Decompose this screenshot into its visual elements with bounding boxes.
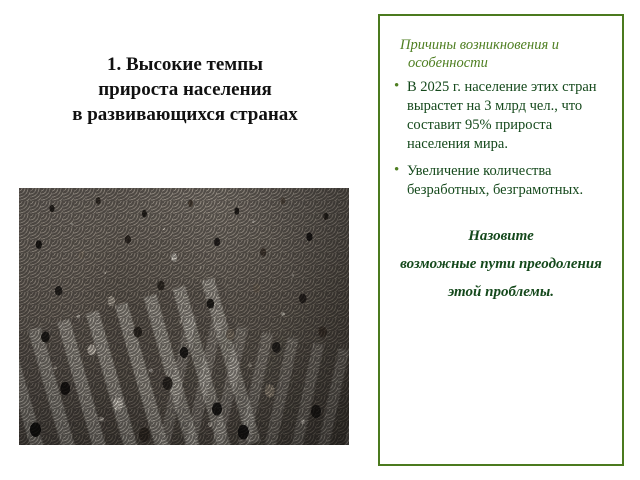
- title-line-1: 1. Высокие темпы: [106, 54, 263, 75]
- closing-line-1: Назовите: [468, 228, 534, 244]
- list-item: • В 2025 г. население этих стран вырастет на 3 млрд чел., что составит 95% прироста населения мира.: [392, 78, 610, 154]
- closing-block: [392, 226, 610, 302]
- bullet-list: [392, 78, 610, 200]
- closing-line-3: этой проблемы.: [448, 284, 554, 300]
- list-item: • Увеличение количества безработных, безграмотных.: [392, 162, 610, 200]
- title-line-3: в развивающихся странах: [72, 104, 298, 125]
- content-box: [378, 14, 624, 466]
- title-line-2: прироста населения: [98, 79, 272, 100]
- page-title: [24, 52, 346, 127]
- photo-vignette: [19, 188, 349, 445]
- content-lead: Причины возникновения и особенности: [400, 37, 560, 71]
- closing-line-2: возможные пути преодоления: [400, 256, 602, 272]
- crowd-photo: [19, 188, 349, 445]
